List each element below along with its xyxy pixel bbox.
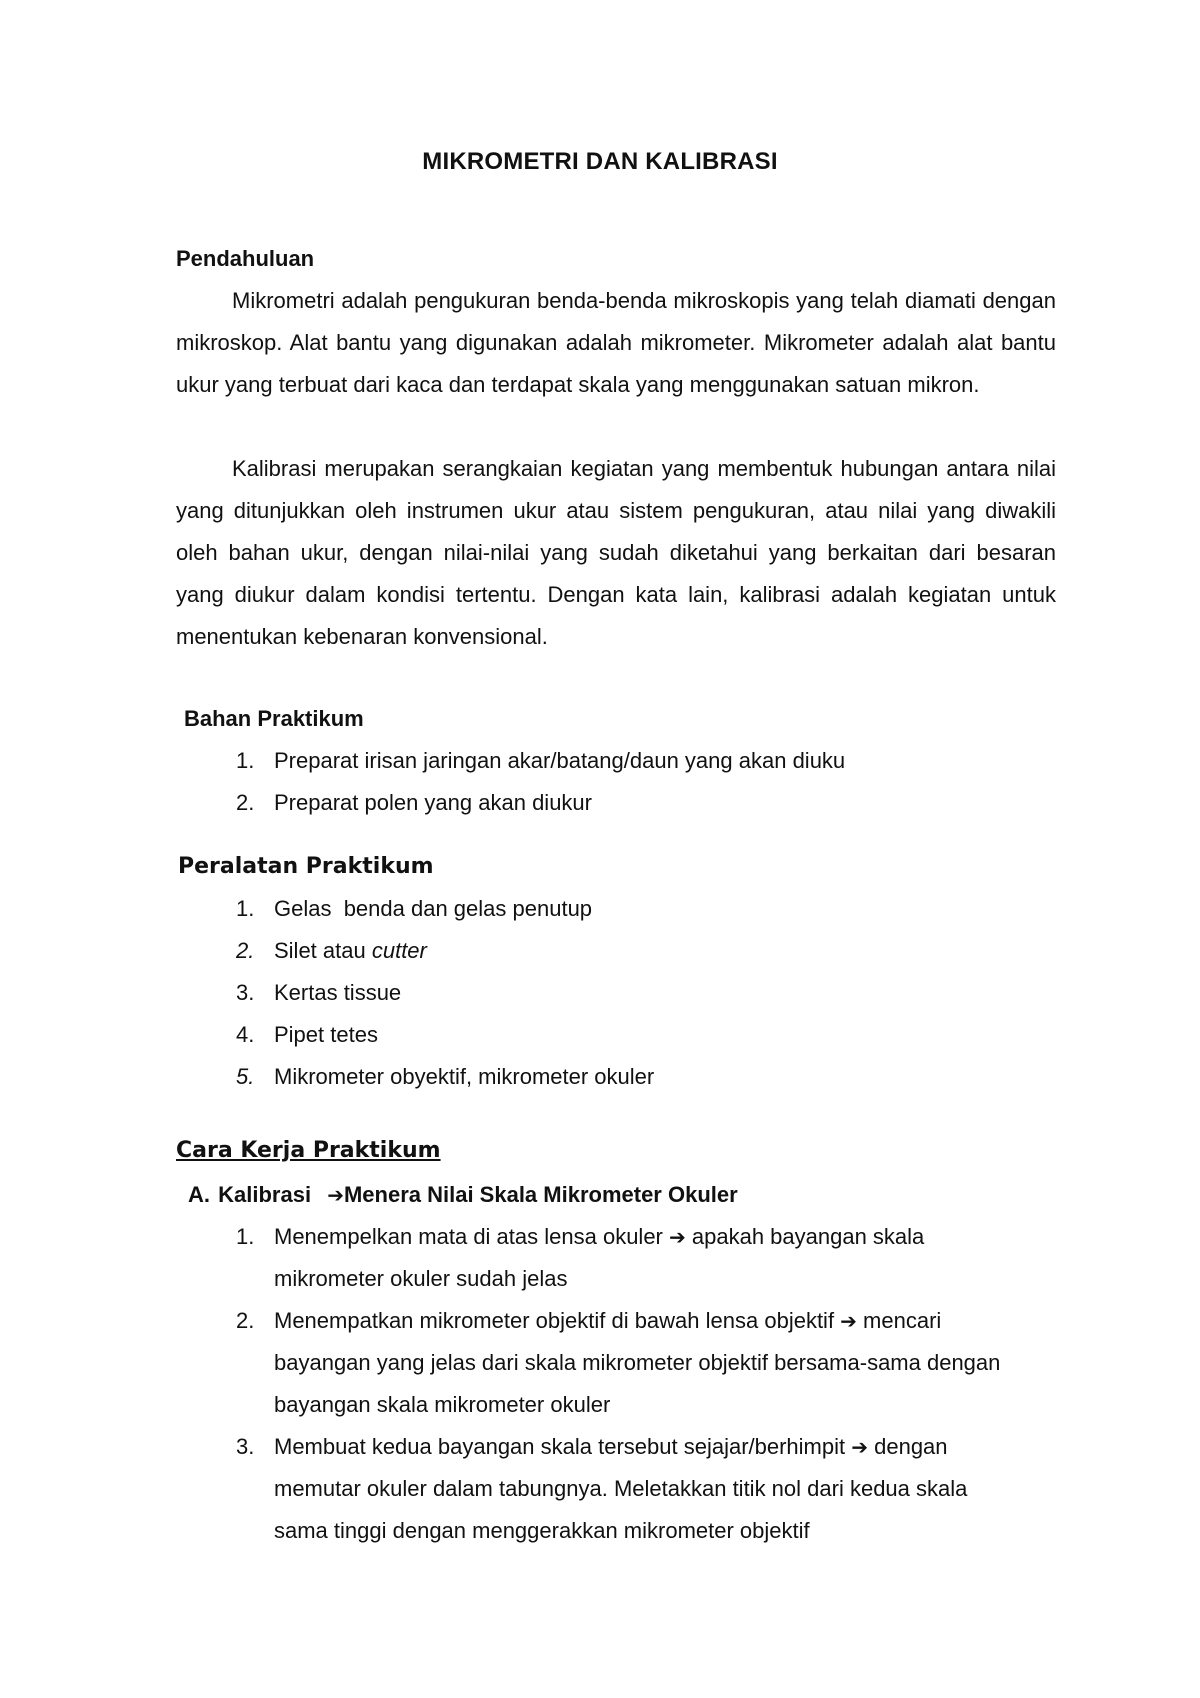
document-title: MIKROMETRI DAN KALIBRASI [422,148,778,175]
list-text [274,930,1014,972]
list-text-plain: Silet atau [274,938,372,963]
step-pre: Menempatkan mikrometer objektif di bawah lensa objektif [274,1308,841,1333]
list-item [0,888,1200,930]
step-pre: Membuat kedua bayangan skala tersebut sejajar/berhimpit [274,1434,852,1459]
step-post: dengan memutar okuler dalam tabungnya. Meletakkan titik nol dari kedua skala sama tinggi dengan menggerakkan mikrometer objektif [274,1434,968,1543]
list-item [0,782,1200,824]
list-text: Gelas benda dan gelas penutup [274,896,593,921]
list-item [0,930,1200,972]
list-text: Mikrometer obyektif, mikrometer okuler [274,1064,655,1089]
pendahuluan-paragraph-1-text: Mikrometri adalah pengukuran benda-benda mikroskopis yang telah diamati dengan mikroskop. Alat bantu yang digunakan adalah mikrometer. Mikrometer adalah alat bantu ukur yang terbuat dari kaca dan terdapat skala yang menggunakan satuan mikron. [176,288,1056,397]
list-item [0,1300,1200,1426]
arrow-icon: ➔ [327,1183,344,1207]
list-number: 5. [236,1064,255,1089]
list-item [0,972,1200,1014]
list-number: 2. [236,938,255,963]
step-post: apakah bayangan skala mikrometer okuler sudah jelas [274,1224,925,1291]
list-number: 2. [236,1308,255,1333]
list-number: 1. [236,1224,255,1249]
peralatan-heading: Peralatan Praktikum [178,854,434,879]
peralatan-list [0,888,1200,1098]
arrow-icon: ➔ [851,1435,868,1459]
list-item [0,740,1200,782]
list-number: 1. [236,748,255,773]
list-number: 4. [236,1022,255,1047]
list-text: Pipet tetes [274,1022,378,1047]
list-text: Preparat polen yang akan diukur [274,790,592,815]
pendahuluan-paragraph-1 [176,280,1056,406]
list-text: Preparat irisan jaringan akar/batang/daun yang akan diuku [274,748,846,773]
list-number: 3. [236,1434,255,1459]
list-number: 3. [236,980,255,1005]
list-number: 1. [236,896,255,921]
list-text-italic: cutter [371,938,427,963]
list-item [0,1014,1200,1056]
cara-kerja-heading: Cara Kerja Praktikum [176,1138,441,1163]
list-text [274,1426,1014,1552]
sub-a-heading [188,1182,738,1208]
list-text [274,1300,1014,1426]
cara-kerja-steps [0,1216,1200,1552]
pendahuluan-paragraph-2-text: Kalibrasi merupakan serangkaian kegiatan yang membentuk hubungan antara nilai yang ditunjukkan oleh instrumen ukur atau sistem pengukuran, atau nilai yang diwakili oleh bahan ukur, dengan nilai-nilai yang sudah diketahui yang berkaitan dari besaran yang diukur dalam kondisi tertentu. Dengan kata lain, kalibrasi adalah kegiatan untuk menentukan kebenaran konvensional. [176,456,1056,649]
step-post: mencari bayangan yang jelas dari skala mikrometer objektif bersama-sama dengan bayangan skala mikrometer okuler [274,1308,1001,1417]
bahan-heading: Bahan Praktikum [184,706,364,731]
list-item [0,1056,1200,1098]
sub-a-pre: Kalibrasi [218,1182,312,1207]
arrow-icon: ➔ [669,1225,686,1249]
sub-a-post: Menera Nilai Skala Mikrometer Okuler [343,1182,738,1207]
pendahuluan-paragraph-2 [176,448,1056,658]
arrow-icon: ➔ [840,1309,857,1333]
list-item [0,1216,1200,1300]
list-text [274,1216,1014,1300]
sub-a-label: A. [188,1182,210,1207]
list-text: Kertas tissue [274,980,402,1005]
step-pre: Menempelkan mata di atas lensa okuler [274,1224,669,1249]
list-number: 2. [236,790,255,815]
bahan-list [0,740,1200,824]
pendahuluan-heading: Pendahuluan [176,246,315,271]
list-item [0,1426,1200,1552]
